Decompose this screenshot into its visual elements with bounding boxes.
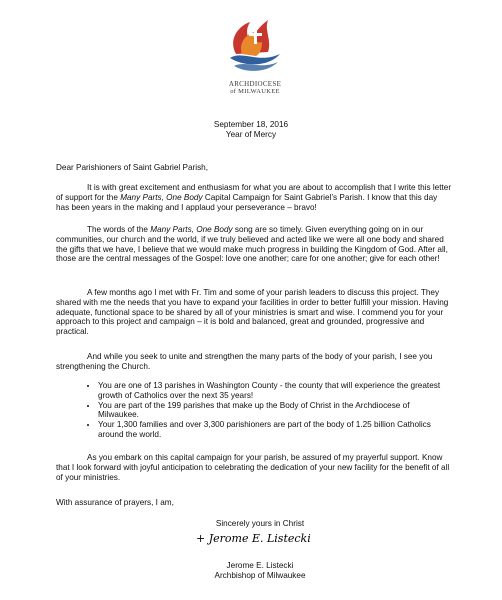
assurance-line [56, 498, 452, 508]
closing [200, 519, 320, 529]
signer-block [200, 561, 320, 581]
signer-name: Jerome E. Listecki [226, 561, 294, 570]
p1-after: Capital Campaign for Saint Gabriel’s Parish. I know that this day has been years in the making and I applaud your perseverance – bravo! [56, 192, 438, 212]
signature-text: + Jerome E. Listecki [196, 532, 311, 545]
logo-wordmark [200, 80, 310, 96]
logo-line-2: of MILWAUKEE [230, 88, 280, 95]
paragraph-4 [56, 352, 452, 372]
bullet-item: • You are one of 13 parishes in Washington County - the county that will experience the greatest growth of Catholics over the next 35 years! [98, 381, 452, 401]
paragraph-5 [56, 453, 452, 482]
closing-text: Sincerely yours in Christ [215, 519, 305, 528]
letter-date: September 18, 2016 [213, 120, 289, 129]
p5-text: As you embark on this capital campaign for your parish, be assured of my prayerful support. Know that I look forward with joyful anticipation to celebrating the dedication of your new facility for the benefit of all of your ministries. [56, 453, 450, 482]
archdiocese-logo-icon [224, 14, 286, 78]
signer-title: Archbishop of Milwaukee [214, 570, 306, 580]
p2-after: song are so timely. Given everything going on in our communities, our church and the world, if we truly believed and acted like we were all one body and shared the gifts that we have, I believe that we would make much progress in building the Kingdom of God. After all, those are the central messages of the Gospel: love one another; care for one another; give for each other! [56, 225, 448, 264]
p3-text: A few months ago I met with Fr. Tim and some of your parish leaders to discuss this project. They shared with me the needs that you have to expand your facilities in order to better fulfill your mission. Having adequate, functional space to be shared by all of your ministries is smart and wise. I commend you for your approach to this project and campaign – it is bold and balanced, great and grounded, progressive and practical. [56, 288, 449, 337]
p1-italic: Many Parts, One Body [120, 192, 203, 202]
logo-line-1: ARCHDIOCESE [228, 80, 282, 88]
date-block [0, 120, 502, 140]
salutation-text: Dear Parishioners of Saint Gabriel Parish, [56, 163, 208, 172]
p2-before: The words of the [87, 225, 151, 234]
paragraph-3 [56, 288, 452, 337]
paragraph-1 [56, 183, 452, 212]
p2-italic: Many Parts, One Body [150, 225, 233, 234]
handwritten-signature [186, 534, 326, 554]
archdiocese-logo [200, 14, 310, 104]
bullet-item: • You are part of the 199 parishes that make up the Body of Christ in the Archdiocese of Milwaukee. [98, 401, 452, 421]
paragraph-2 [56, 225, 452, 264]
bullet-list [56, 381, 452, 440]
year-label: Year of Mercy [225, 129, 277, 139]
p4-text: And while you seek to unite and strengthen the many parts of the body of your parish, I see you strengthening the Church. [56, 352, 433, 371]
assurance-text: With assurance of prayers, I am, [56, 498, 174, 507]
p1-before: It is with great excitement and enthusiasm for what you are about to accomplish that I write this letter of support for the [56, 183, 452, 202]
salutation [56, 163, 452, 173]
bullet-item: • Your 1,300 families and over 3,300 parishioners are part of the body of 1.25 billion Catholics around the world. [98, 420, 452, 440]
